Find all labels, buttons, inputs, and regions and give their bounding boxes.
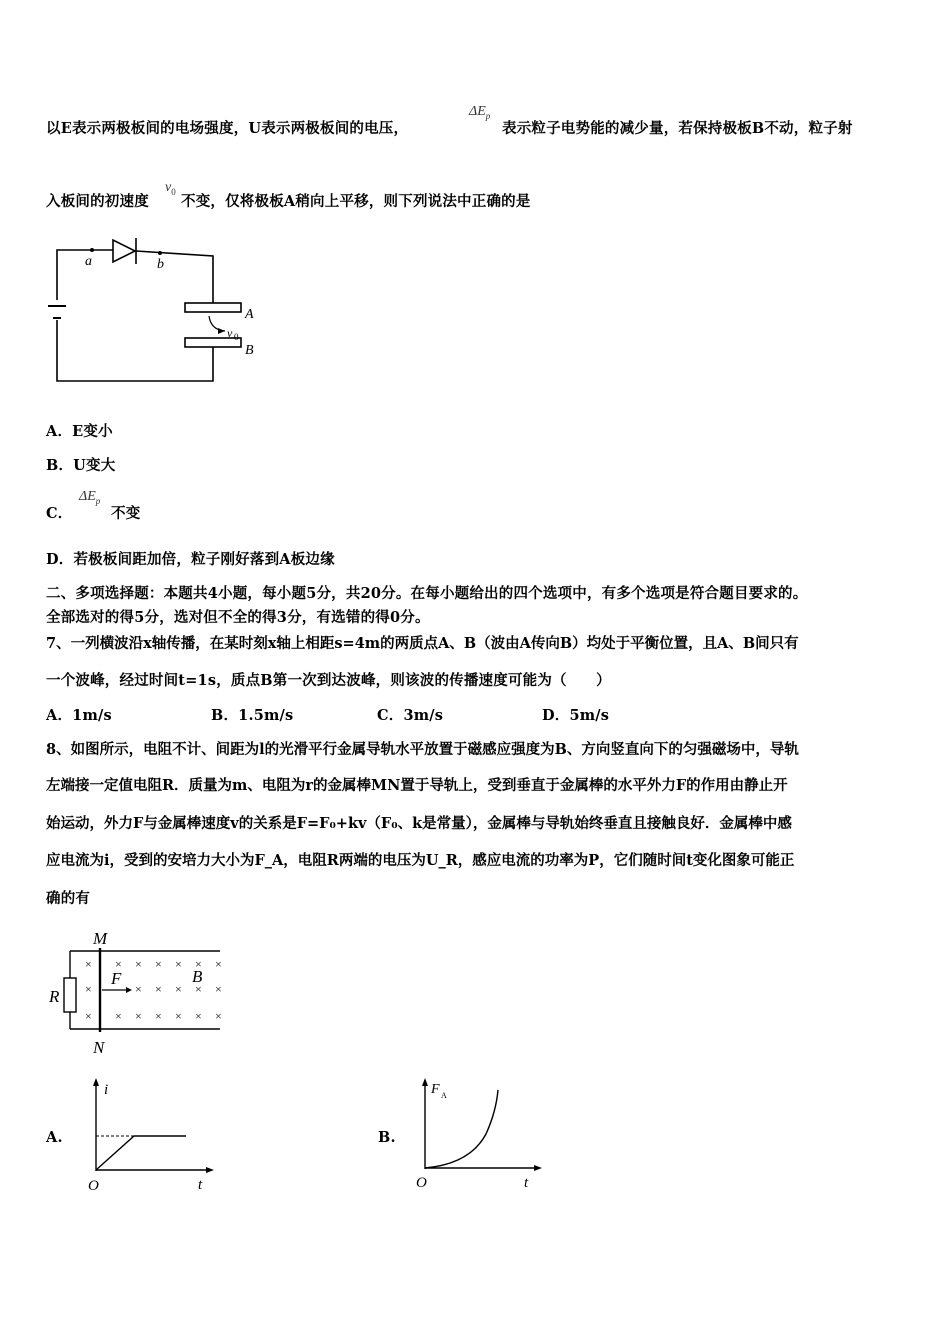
graph-a-y-label: i — [104, 1082, 109, 1098]
option-c-delta-ep-text: ΔE — [79, 489, 96, 504]
field-cross-mark: × — [215, 1009, 222, 1023]
q7-option-d: D．5m/s — [542, 707, 610, 724]
graph-b-y-label: F — [431, 1082, 440, 1097]
velocity-arrow-head — [218, 328, 225, 334]
label-b: b — [157, 257, 164, 272]
field-cross-mark: × — [215, 982, 222, 996]
graph-a-label: A. — [46, 1129, 63, 1146]
delta-ep-sub: p — [485, 110, 491, 121]
field-cross-mark: × — [115, 1009, 122, 1023]
top-wire-right — [136, 251, 213, 303]
graph-b-curve — [425, 1090, 498, 1168]
q6-line2-part2: 不变，仅将极板A稍向上平移，则下列说法中正确的是 — [181, 193, 531, 210]
q7-option-a: A．1m/s — [46, 707, 112, 724]
graph-b-label: B. — [378, 1129, 396, 1146]
graph-a-x-arrow — [206, 1167, 214, 1173]
node-a — [90, 248, 94, 252]
section2-line1: 二、多项选择题：本题共4小题，每小题5分，共20分。在每小题给出的四个选项中，有多个选项是符合题目要求的。 — [46, 585, 808, 602]
graph-b-x-label: t — [524, 1175, 529, 1191]
field-cross-mark: × — [195, 1009, 202, 1023]
label-a: a — [85, 254, 92, 269]
q7-line2: 一个波峰，经过时间t=1s，质点B第一次到达波峰，则该波的传播速度可能为（ ） — [46, 672, 611, 689]
graph-b-x-arrow — [534, 1165, 542, 1171]
field-cross-mark: × — [85, 982, 92, 996]
field-cross-mark: × — [155, 957, 162, 971]
q8-line5: 确的有 — [46, 890, 91, 907]
label-f: F — [111, 969, 122, 988]
label-n: N — [93, 1038, 105, 1057]
graph-a-origin: O — [88, 1178, 99, 1194]
v0-symbol — [165, 180, 176, 197]
field-cross-mark: × — [175, 1009, 182, 1023]
field-cross-mark: × — [195, 982, 202, 996]
label-m: M — [93, 929, 108, 948]
diode-triangle — [113, 240, 135, 262]
resistor-box — [64, 978, 76, 1012]
field-cross-mark: × — [215, 957, 222, 971]
graph-b-y-sub: A — [441, 1091, 447, 1100]
v0-sub: 0 — [171, 186, 176, 197]
graph-b — [410, 1076, 550, 1196]
field-cross-mark: × — [85, 1009, 92, 1023]
q6-option-b: B．U变大 — [46, 457, 116, 474]
graph-b-y-arrow — [422, 1078, 428, 1086]
node-b — [158, 251, 162, 255]
option-c-delta-ep — [79, 489, 100, 506]
graph-a-curve — [96, 1136, 186, 1170]
q8-line3: 始运动，外力F与金属棒速度v的关系是F=F₀+kv（F₀、k是常量），金属棒与导轨始终垂直且接触良好．金属棒中感 — [46, 815, 792, 832]
field-cross-mark: × — [155, 982, 162, 996]
q7-option-c: C．3m/s — [377, 707, 444, 724]
field-cross-mark: × — [135, 982, 142, 996]
label-plate-a: A — [245, 307, 254, 322]
option-c-delta-ep-sub: p — [95, 495, 101, 506]
label-v-sub: 0 — [234, 332, 239, 342]
q8-line4: 应电流为i，受到的安培力大小为F_A，电阻R两端的电压为U_R，感应电流的功率为P，它们随时间t变化图象可能正 — [46, 852, 795, 869]
field-cross-mark: × — [175, 957, 182, 971]
field-cross-mark: × — [85, 957, 92, 971]
v0-text: v — [165, 180, 172, 195]
q6-line1-part1: 以E表示两极板间的电场强度，U表示两极板间的电压， — [46, 120, 409, 137]
graph-a — [82, 1076, 222, 1196]
graph-b-origin: O — [416, 1175, 427, 1191]
graph-a-x-label: t — [198, 1177, 203, 1193]
field-cross-mark: × — [135, 957, 142, 971]
q6-option-c-label: C． — [46, 505, 73, 522]
particle-path — [209, 316, 225, 331]
q6-circuit-figure — [45, 230, 275, 390]
q7-option-b: B．1.5m/s — [211, 707, 294, 724]
graph-a-y-arrow — [93, 1078, 99, 1086]
q7-line1: 7、一列横波沿x轴传播，在某时刻x轴上相距s=4m的两质点A、B（波由A传向B）均处于平衡位置，且A、B间只有 — [46, 635, 799, 652]
q6-line1-part2: 表示粒子电势能的减少量，若保持极板B不动，粒子射 — [502, 120, 853, 137]
field-cross-mark: × — [195, 957, 202, 971]
plate-b — [185, 338, 241, 347]
plate-a — [185, 303, 241, 312]
force-arrow-head — [126, 987, 132, 993]
section2-line2: 全部选对的得5分，选对但不全的得3分，有选错的得0分。 — [46, 609, 430, 626]
field-cross-mark: × — [135, 1009, 142, 1023]
field-cross-mark: × — [115, 957, 122, 971]
q6-option-d: D．若极板间距加倍，粒子刚好落到A板边缘 — [46, 551, 335, 568]
delta-ep-symbol — [469, 104, 490, 121]
field-cross-mark: × — [175, 982, 182, 996]
label-b-field: B — [192, 967, 203, 986]
field-cross-mark: × — [155, 1009, 162, 1023]
q8-rail-figure — [45, 928, 235, 1058]
label-v: v — [227, 326, 233, 340]
q8-line2: 左端接一定值电阻R．质量为m、电阻为r的金属棒MN置于导轨上，受到垂直于金属棒的水平外力F的作用由静止开 — [46, 777, 788, 794]
label-plate-b: B — [245, 343, 254, 358]
q6-option-a: A．E变小 — [46, 423, 113, 440]
q6-line2-part1: 入板间的初速度 — [46, 193, 149, 210]
delta-ep-text: ΔE — [469, 104, 486, 119]
bottom-wire — [57, 320, 213, 381]
q8-line1: 8、如图所示，电阻不计、间距为l的光滑平行金属导轨水平放置于磁感应强度为B、方向竖直向下的匀强磁场中，导轨 — [46, 741, 799, 758]
label-r: R — [49, 987, 60, 1006]
q6-option-c-text: 不变 — [111, 505, 141, 522]
